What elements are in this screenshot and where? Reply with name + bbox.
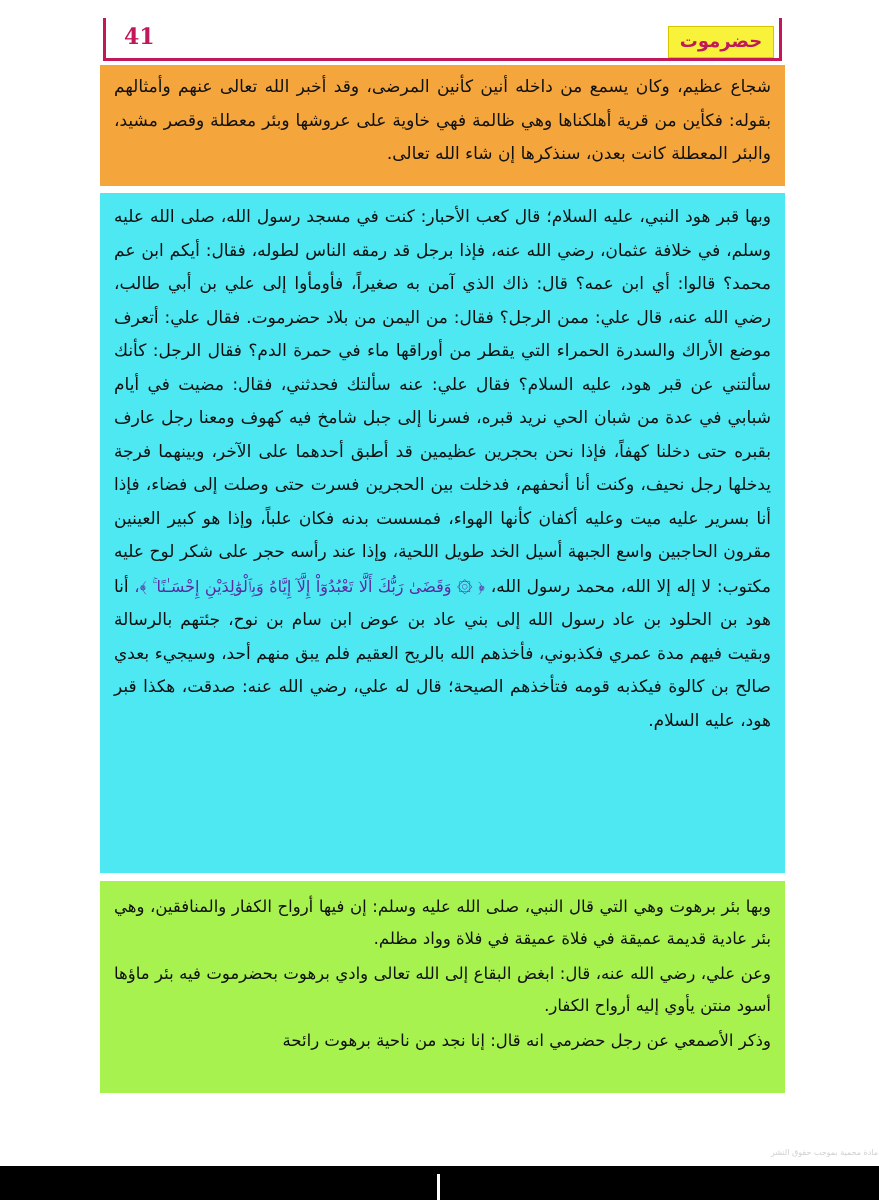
green-text-block [100,881,785,1093]
header-frame-bottom [103,58,782,61]
page-divider-handle[interactable] [437,1174,440,1200]
green-paragraph-1: وبها بئر برهوت وهي التي قال النبي، صلى الله عليه وسلم: إن فيها أرواح الكفار والمنافقين، وهي بئر عادية قديمة عميقة في فلاة عميقة في فلاة وواد مظلم. [114,897,771,948]
chapter-title: حضرموت [668,26,774,58]
header-frame-left [103,18,106,60]
page-number: 41 [124,24,155,50]
orange-paragraph: شجاع عظيم، وكان يسمع من داخله أنين كأنين المرضى، وقد أخبر الله تعالى عنهم وأمثالهم بقوله: فكأين من قرية أهلكناها وهي ظالمة فهي خاوية على عروشها وبئر معطلة وقصر مشيد، والبئر المعطلة كانت بعدن، سنذكرها إن شاء الله تعالى. [114,77,771,164]
copyright-watermark: مادة محمية بموجب حقوق النشر [770,1148,878,1157]
header-frame-right [779,18,782,60]
cyan-text-after-quote: أنا هود بن الحلود بن عاد رسول الله إلى بني عاد بن عوض ابن سام بن نوح، جئتهم بالرسالة وبقيت فيهم مدة عمري فكذبوني، فأخذهم الله بالريح العقيم فلم يبق منهم أحد، وسيجيء بعدي صالح بن كالوة فيكذبه قومه فتأخذهم الصيحة؛ قال له علي، رضي الله عنه: صدقت، هكذا قبر هود، عليه السلام. [114,576,771,731]
green-paragraph-3: وذكر الأصمعي عن رجل حضرمي انه قال: إنا نجد من ناحية برهوت رائحة [282,1031,771,1050]
cyan-text-block [100,193,785,873]
orange-text-block [100,65,785,186]
cyan-text-before-quote: وبها قبر هود النبي، عليه السلام؛ قال كعب الأحبار: كنت في مسجد رسول الله، صلى الله عليه وسلم، في خلافة عثمان، رضي الله عنه، فإذا برجل قد رمقه الناس لطوله، فقال: أيكم ابن عم محمد؟ قالوا: أي ابن عمه؟ قال: ذاك الذي آمن به صغيراً، فأومأوا إلى علي بن أبي طالب، رضي الله عنه، قال علي: ممن الرجل؟ فقال: من اليمن من بلاد حضرموت. فقال علي: أتعرف موضع الأراك والسدرة الحمراء التي يقطر من أوراقها ماء في حمرة الدم؟ فقال الرجل: كأنك سألتني عن قبر هود، عليه السلام؟ فقال علي: عنه سألتك فحدثني، فقال: مضيت في أيام شبابي في عدة من شبان الحي نريد قبره، فسرنا إلى جبل شامخ فيه كهوف ومعنا رجل عارف بقبره حتى دخلنا كهفاً، فإذا نحن بحجرين عظيمين قد أطبق أحدهما على الآخر، وبينهما فرجة يدخلها رجل نحيف، وكنت أنا أنحفهم، فدخلت بين الحجرين فسرت حتى وصلت إلى فضاء، فإذا أنا بسرير عليه ميت وعليه أكفان كأنها الهواء، فمسست بدنه فكان علباً، وإذا هو كبير العينين مقرون الحاجبين واسع الجبهة أسيل الخد طويل اللحية، وإذا عند رأسه حجر على شكر لوح عليه مكتوب: لا إله إلا الله، محمد رسول الله، [114,207,772,597]
quran-verse: ﴿ ۞ وَقَضَىٰ رَبُّكَ أَلَّا تَعْبُدُوٓاْ إِلَّآ إِيَّاهُ وَبِٱلْوَٰلِدَيْنِ إِحْسَـٰنًا ۚ ﴾، [134,576,486,596]
cyan-paragraph [114,201,771,738]
green-paragraph-2: وعن علي، رضي الله عنه، قال: ابغض البقاع إلى الله تعالى وادي برهوت بحضرموت فيه بئر ماؤها أسود منتن يأوي إليه أرواح الكفار. [114,964,771,1015]
